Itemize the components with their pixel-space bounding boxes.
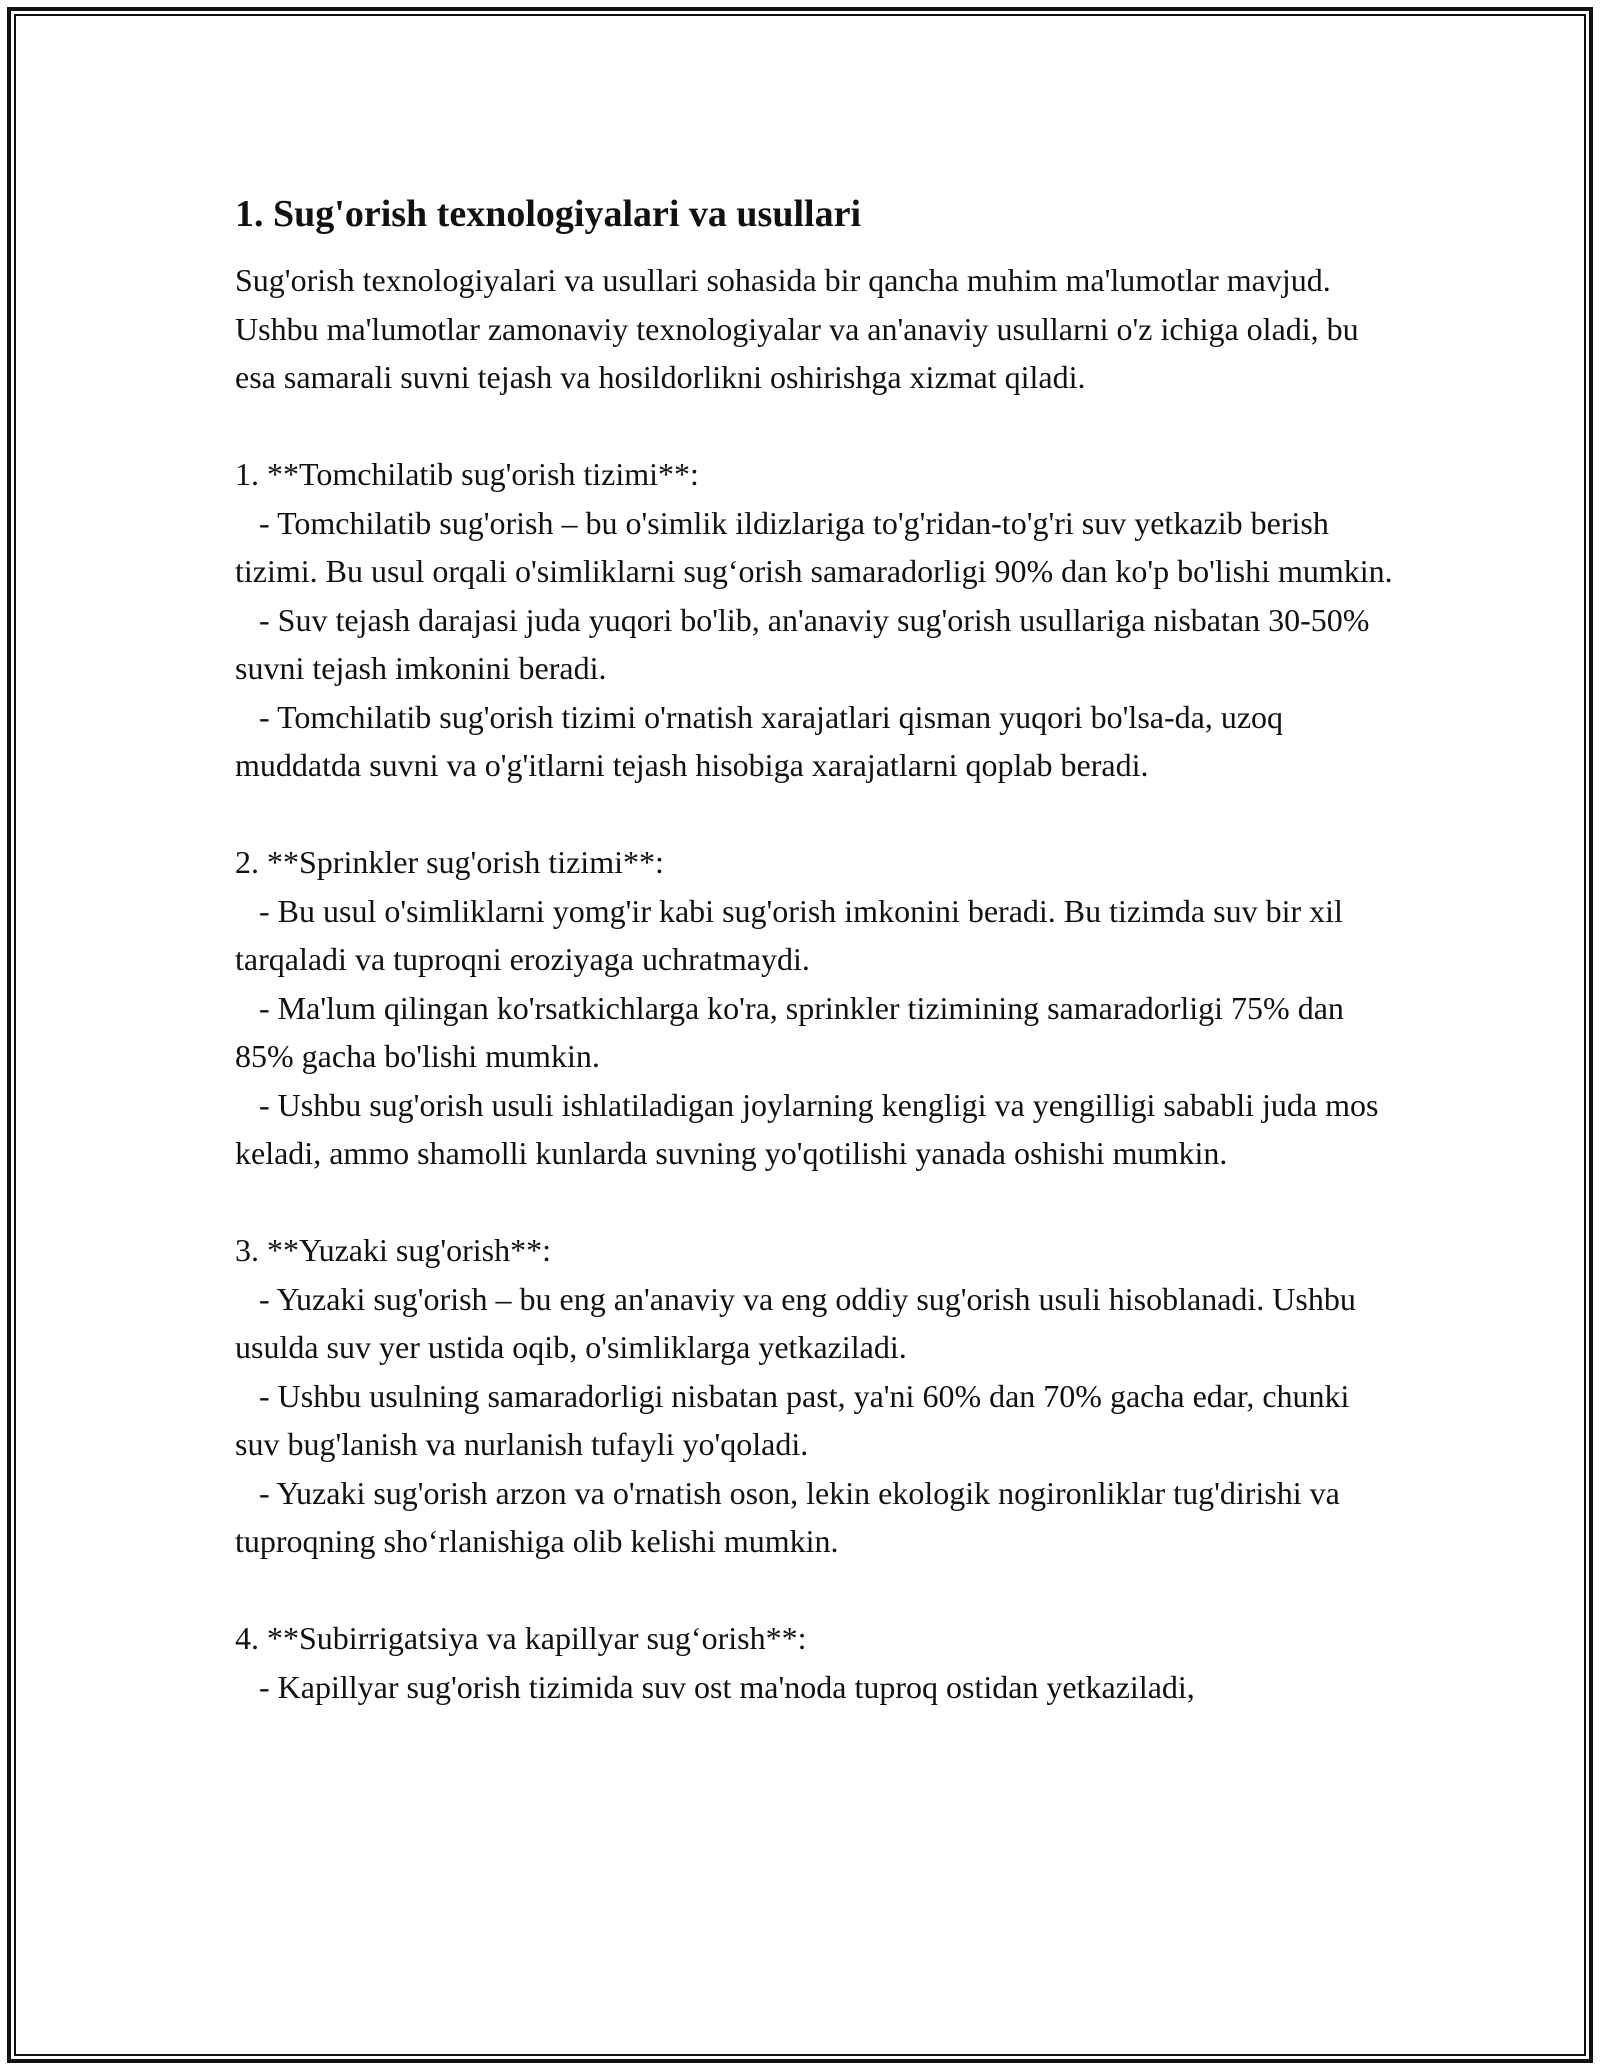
paragraph-gap bbox=[235, 402, 1395, 451]
list-item: - Suv tejash darajasi juda yuqori bo'lib, an'anaviy sug'orish usullariga nisbatan 30-50% suvni tejash imkonini beradi. bbox=[235, 601, 1378, 686]
list-item: - Ushbu usulning samaradorligi nisbatan past, ya'ni 60% dan 70% gacha edar, chunki suv bug'lanish va nurlanish tufayli yo'qoladi. bbox=[235, 1377, 1358, 1462]
section-heading: 3. **Yuzaki sug'orish**: bbox=[235, 1232, 551, 1268]
list-item: - Yuzaki sug'orish – bu eng an'anaviy va eng oddiy sug'orish usuli hisoblanadi. Ushbu usulda suv yer ustida oqib, o'simliklarga yetkaziladi. bbox=[235, 1280, 1364, 1365]
section-heading: 2. **Sprinkler sug'orish tizimi**: bbox=[235, 844, 664, 880]
section-surface-irrigation bbox=[235, 1226, 1395, 1566]
section-sprinkler-irrigation bbox=[235, 838, 1395, 1178]
list-item: - Ushbu sug'orish usuli ishlatiladigan joylarning kengligi va yengilligi sababli juda mos keladi, ammo shamolli kunlarda suvning yo'qotilishi yanada oshishi mumkin. bbox=[235, 1086, 1387, 1171]
section-heading: 4. **Subirrigatsiya va kapillyar sug‘orish**: bbox=[235, 1620, 807, 1656]
list-item: - Ma'lum qilingan ko'rsatkichlarga ko'ra, sprinkler tizimining samaradorligi 75% dan 85% gacha bo'lishi mumkin. bbox=[235, 989, 1352, 1074]
paragraph-gap bbox=[235, 790, 1395, 839]
intro-paragraph: Sug'orish texnologiyalari va usullari sohasida bir qancha muhim ma'lumotlar mavjud. Ushbu ma'lumotlar zamonaviy texnologiyalar va an'anaviy usullarni o'z ichiga oladi, bu esa samarali suvni tejash va hosildorlikni oshirishga xizmat qiladi. bbox=[235, 262, 1367, 395]
paragraph-gap bbox=[235, 1178, 1395, 1227]
section-subirrigation bbox=[235, 1614, 1395, 1711]
paragraph-gap bbox=[235, 1566, 1395, 1615]
section-heading: 1. **Tomchilatib sug'orish tizimi**: bbox=[235, 456, 699, 492]
document-title: 1. Sug'orish texnologiyalari va usullari bbox=[235, 193, 862, 235]
list-item: - Yuzaki sug'orish arzon va o'rnatish oson, lekin ekologik nogironliklar tug'dirishi va tuproqning sho‘rlanishiga olib kelishi mumkin. bbox=[235, 1474, 1348, 1559]
list-item: - Bu usul o'simliklarni yomg'ir kabi sug'orish imkonini beradi. Bu tizimda suv bir xil tarqaladi va tuproqni eroziyaga uchratmaydi. bbox=[235, 892, 1351, 977]
list-item: - Kapillyar sug'orish tizimida suv ost ma'noda tuproq ostidan yetkaziladi, bbox=[235, 1668, 1195, 1705]
list-item: - Tomchilatib sug'orish tizimi o'rnatish xarajatlari qisman yuqori bo'lsa-da, uzoq muddatda suvni va o'g'itlarni tejash hisobiga xarajatlarni qoplab beradi. bbox=[235, 698, 1292, 783]
list-item: - Tomchilatib sug'orish – bu o'simlik ildizlariga to'g'ridan-to'g'ri suv yetkazib berish tizimi. Bu usul orqali o'simliklarni sug‘orish samaradorligi 90% dan ko'p bo'lishi mumkin. bbox=[235, 504, 1393, 589]
section-drip-irrigation bbox=[235, 450, 1395, 790]
document-body bbox=[235, 182, 1395, 1711]
